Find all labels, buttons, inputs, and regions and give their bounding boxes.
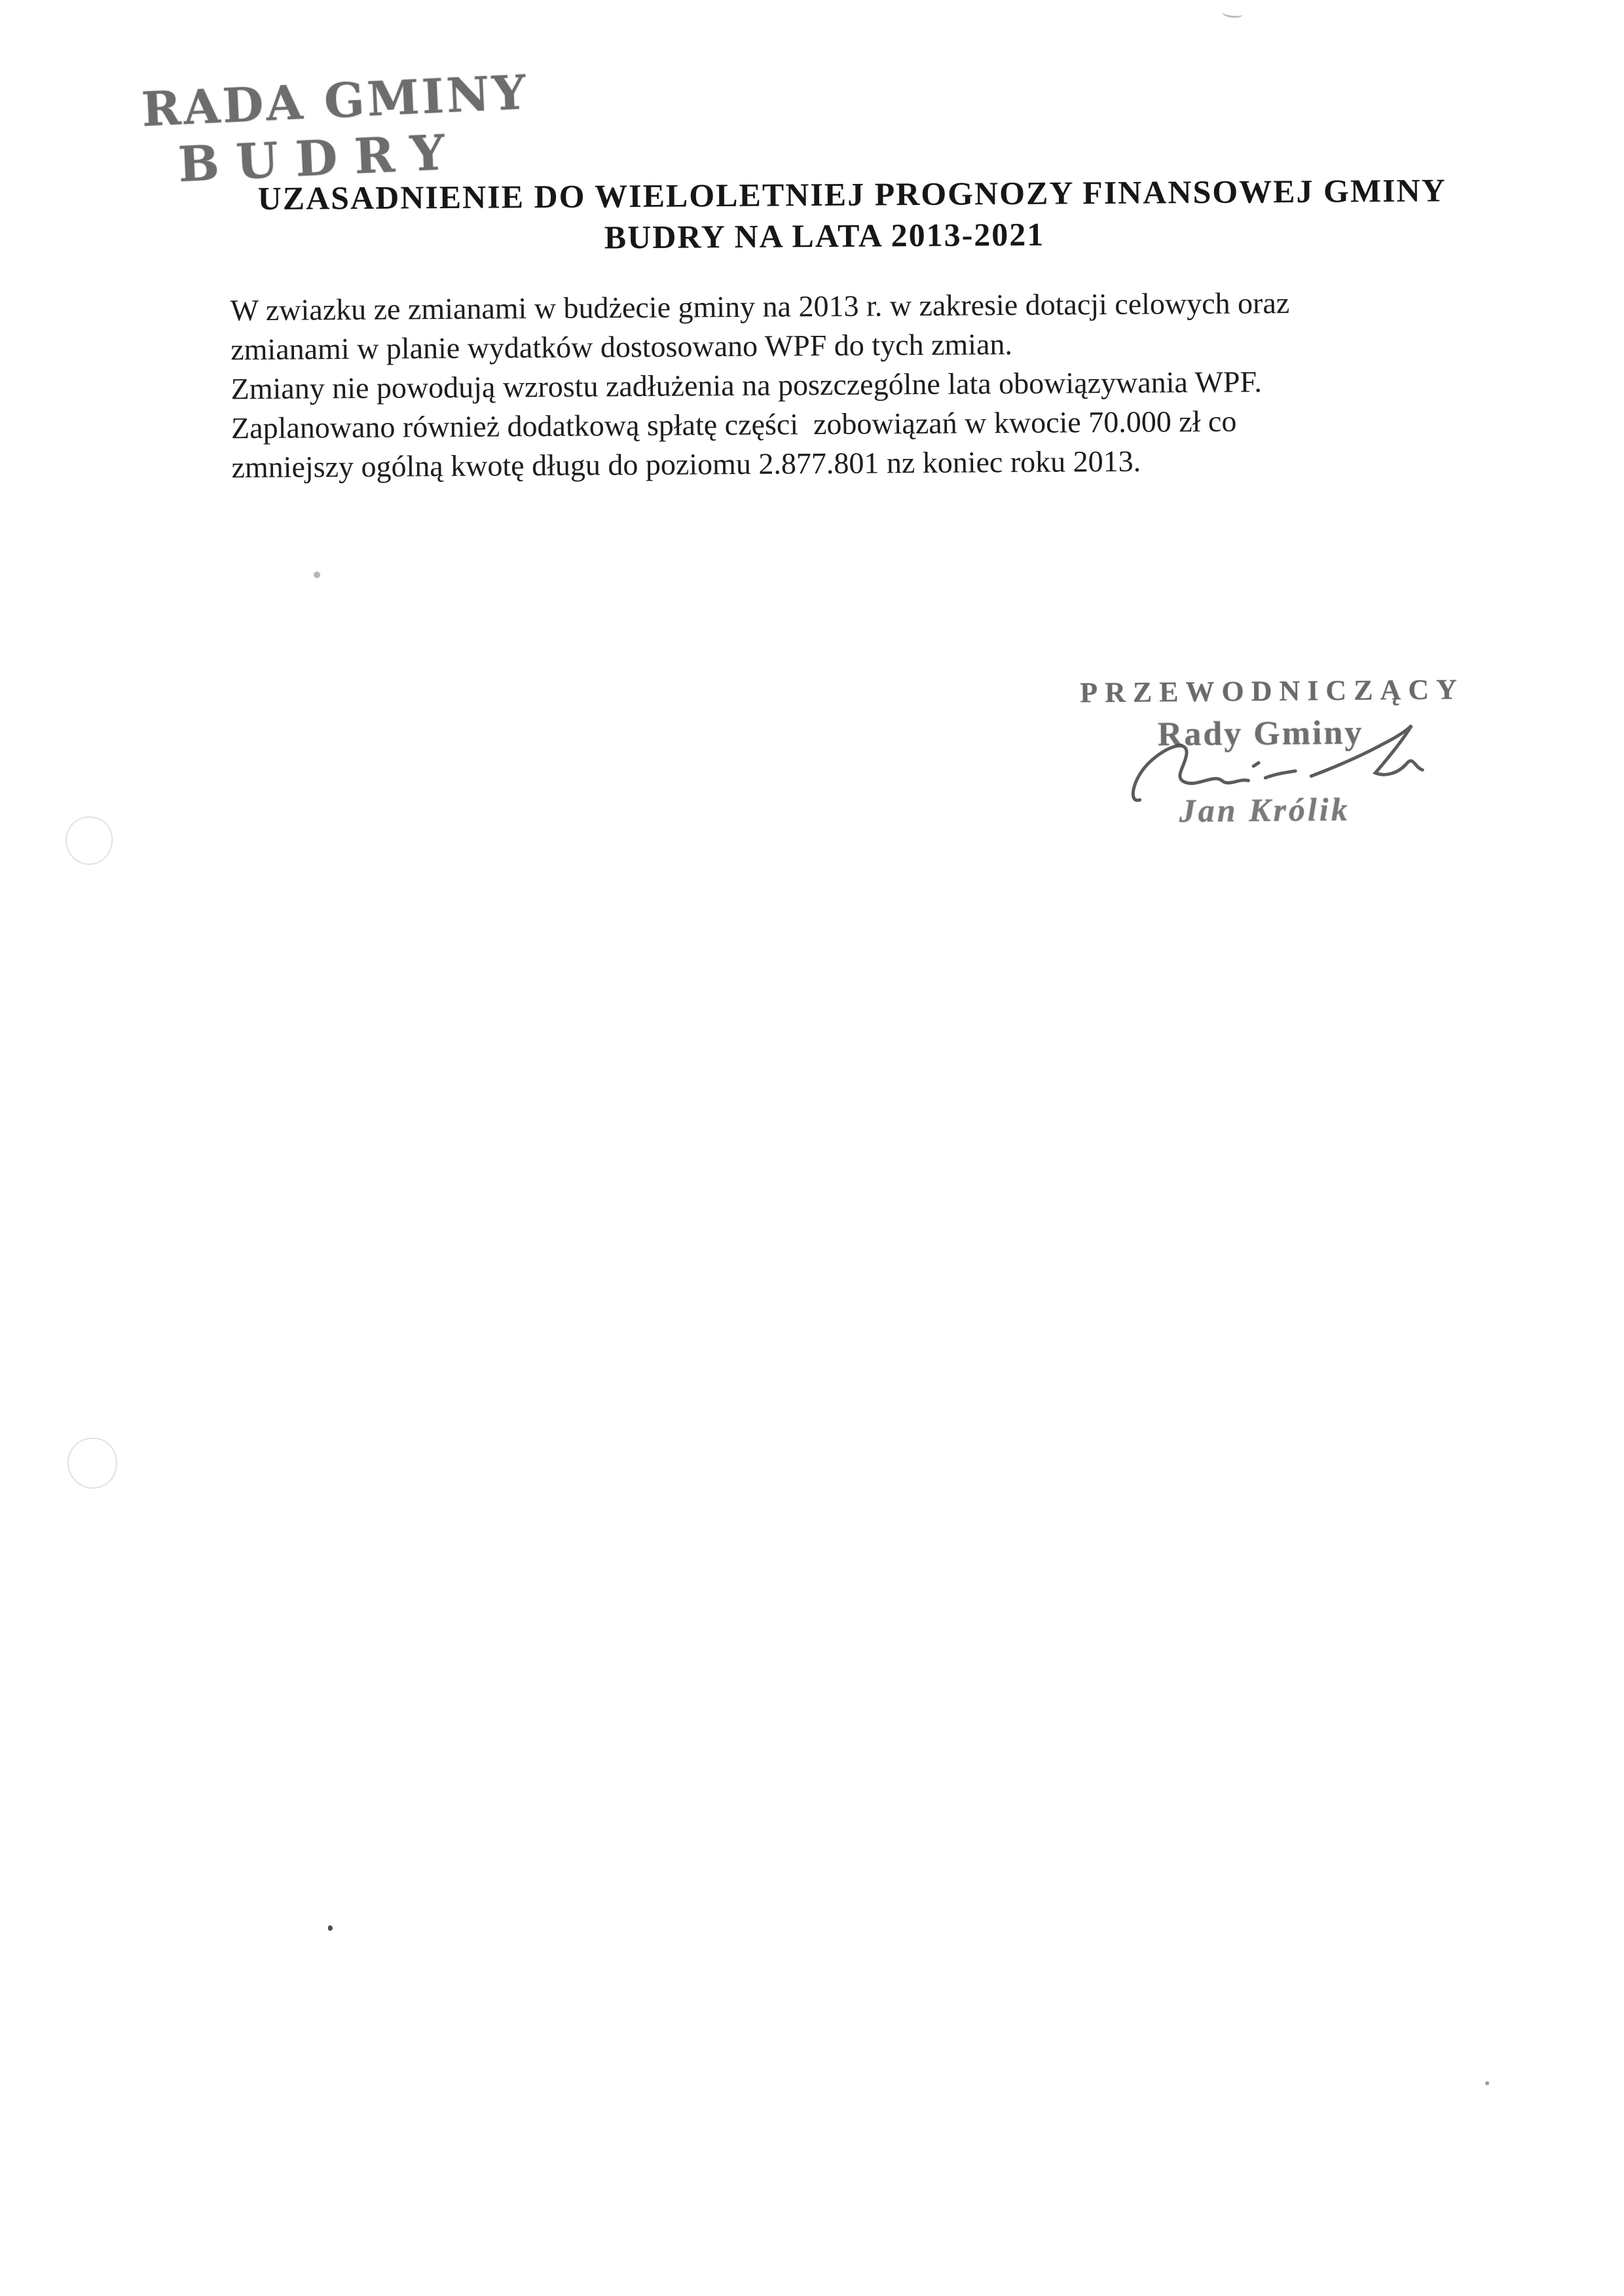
body-line: zmniejszy ogólną kwotę długu do poziomu 2.877.801 nz koniec roku 2013. [231, 444, 1141, 484]
body-line: zmianami w planie wydatków dostosowano WPF do tych zmian. [231, 327, 1013, 367]
title-line-1: UZASADNIENIE DO WIELOLETNIEJ PROGNOZY FINANSOWEJ GMINY [257, 172, 1447, 217]
signature-name-stamp: Jan Królik [1179, 790, 1350, 829]
title-line-2: BUDRY NA LATA 2013-2021 [604, 215, 1045, 256]
body-line: Zaplanowano również dodatkową spłatę części zobowiązań w kwocie 70.000 zł co [231, 404, 1237, 445]
body-paragraph [231, 283, 1404, 487]
body-line: W zwiazku ze zmianami w budżecie gminy na 2013 r. w zakresie dotacji celowych oraz [230, 286, 1290, 327]
document-title [257, 170, 1447, 261]
scan-speck [328, 1925, 333, 1931]
punch-hole-artifact [62, 813, 116, 867]
scan-speck [1485, 2081, 1489, 2085]
scan-smudge [1221, 8, 1243, 18]
stamp-line-1: RADA GMINY [140, 64, 530, 137]
council-stamp [140, 64, 532, 193]
signature-org-stamp: Rady Gminy [1157, 714, 1364, 754]
signature-role-stamp: PRZEWODNICZĄCY [1079, 673, 1465, 709]
stamp-line-2: BUDRY [177, 124, 464, 193]
body-line: Zmiany nie powodują wzrostu zadłużenia na poszczególne lata obowiązywania WPF. [231, 365, 1263, 406]
punch-hole-artifact [65, 1435, 120, 1491]
scan-speck [314, 572, 320, 578]
signature-block [1079, 672, 1465, 830]
